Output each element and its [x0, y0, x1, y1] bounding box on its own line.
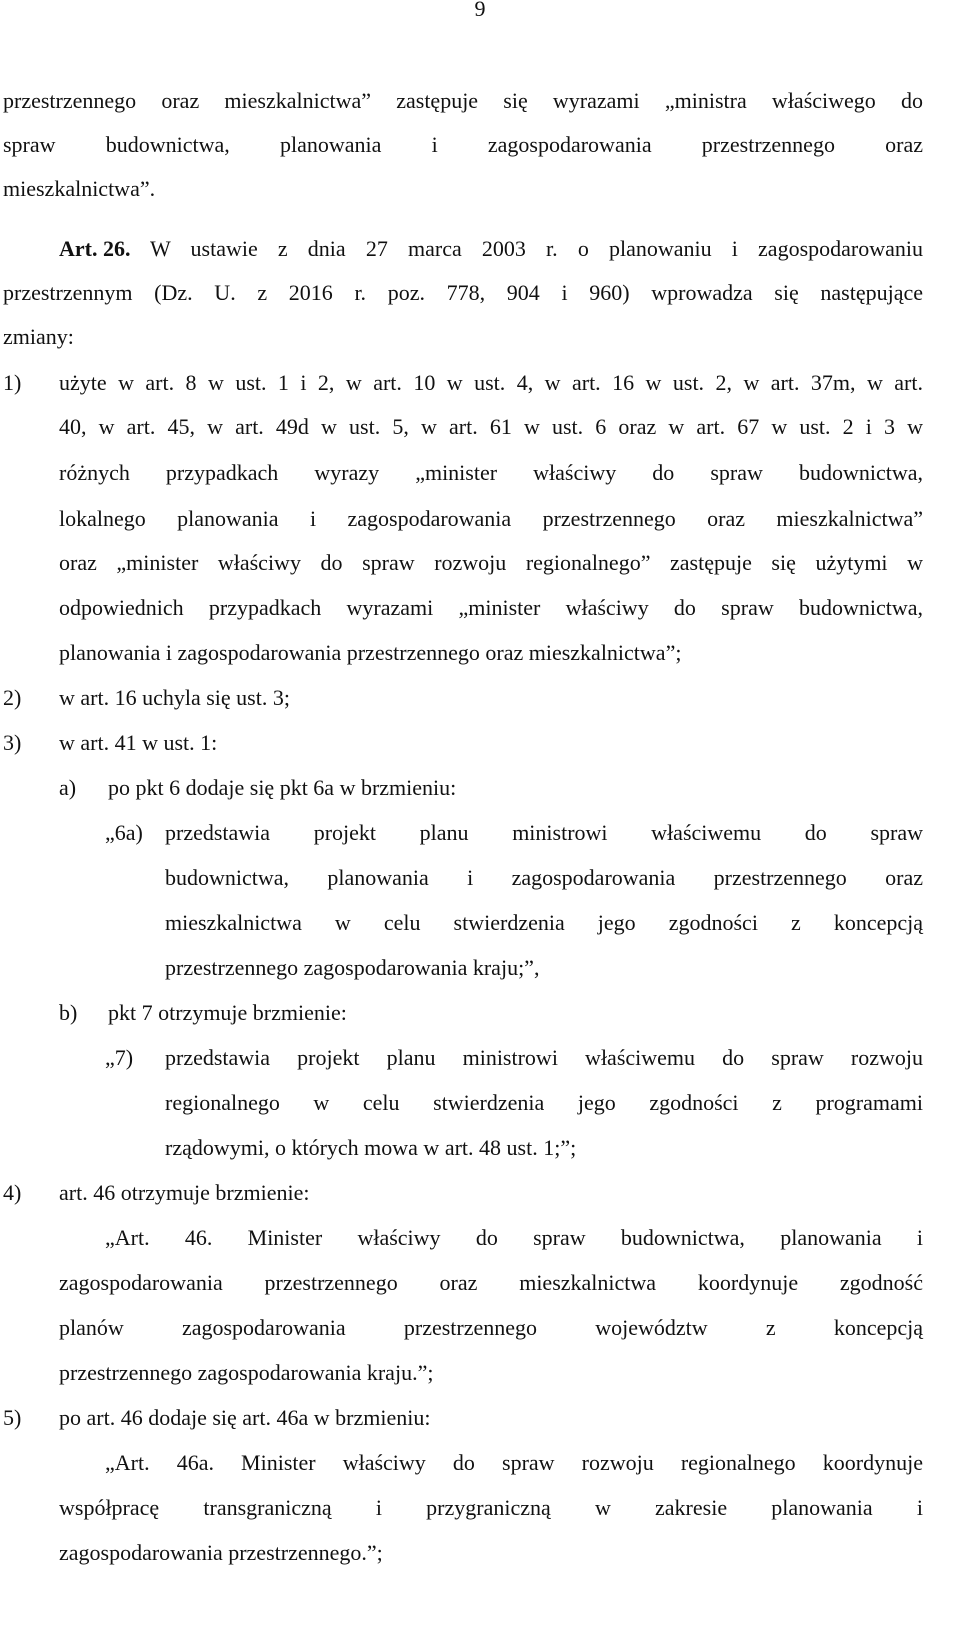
subitem-letter: a)	[59, 775, 77, 800]
text-line: W ustawie z dnia 27 marca 2003 r. o planowaniu i zagospodarowaniu	[150, 236, 923, 261]
text-line: mieszkalnictwa w celu stwierdzenia jego zgodności z koncepcją	[165, 910, 923, 935]
text-line: pkt 7 otrzymuje brzmienie:	[108, 1000, 347, 1025]
text-line: regionalnego w celu stwierdzenia jego zgodności z programami	[165, 1090, 923, 1115]
item-number: 1)	[3, 370, 22, 395]
text-line: lokalnego planowania i zagospodarowania przestrzennego oraz mieszkalnictwa”	[59, 506, 923, 531]
text-line: przestrzennym (Dz. U. z 2016 r. poz. 778, 904 i 960) wprowadza się następujące	[3, 280, 923, 305]
text-line: współpracę transgraniczną i przygraniczną w zakresie planowania i	[59, 1495, 923, 1520]
page-number: 9	[474, 0, 486, 21]
text-line: planowania i zagospodarowania przestrzennego oraz mieszkalnictwa”;	[59, 640, 682, 665]
text-line: przestrzennego zagospodarowania kraju;”,	[165, 955, 540, 980]
text-line: mieszkalnictwa”.	[3, 176, 156, 201]
text-line: spraw budownictwa, planowania i zagospodarowania przestrzennego oraz	[3, 132, 923, 157]
text-line: 40, w art. 45, w art. 49d w ust. 5, w art. 61 w ust. 6 oraz w art. 67 w ust. 2 i 3 w	[59, 414, 923, 439]
item-number: 4)	[3, 1180, 22, 1205]
text-line: zagospodarowania przestrzennego.”;	[59, 1540, 383, 1565]
article-number: Art. 26.	[59, 236, 131, 261]
text-line: zmiany:	[3, 324, 74, 349]
quote-label: „6a)	[105, 820, 143, 845]
text-line: przestrzennego oraz mieszkalnictwa” zastępuje się wyrazami „ministra właściwego do	[3, 88, 923, 113]
text-line: zagospodarowania przestrzennego oraz mieszkalnictwa koordynuje zgodność	[59, 1270, 923, 1295]
text-line: „Art. 46a. Minister właściwy do spraw rozwoju regionalnego koordynuje	[105, 1450, 923, 1475]
text-line: art. 46 otrzymuje brzmienie:	[59, 1180, 310, 1205]
text-line: po pkt 6 dodaje się pkt 6a w brzmieniu:	[108, 775, 457, 800]
text-line: przedstawia projekt planu ministrowi właściwemu do spraw rozwoju	[165, 1045, 923, 1070]
text-line: różnych przypadkach wyrazy „minister właściwy do spraw budownictwa,	[59, 460, 923, 485]
text-line: przestrzennego zagospodarowania kraju.”;	[59, 1360, 434, 1385]
item-number: 3)	[3, 730, 22, 755]
text-line: w art. 41 w ust. 1:	[59, 730, 218, 755]
text-line: budownictwa, planowania i zagospodarowania przestrzennego oraz	[165, 865, 923, 890]
text-line: użyte w art. 8 w ust. 1 i 2, w art. 10 w ust. 4, w art. 16 w ust. 2, w art. 37m, w art.	[59, 370, 923, 395]
text-line: odpowiednich przypadkach wyrazami „minister właściwy do spraw budownictwa,	[59, 595, 923, 620]
text-line: w art. 16 uchyla się ust. 3;	[59, 685, 290, 710]
text-line: oraz „minister właściwy do spraw rozwoju regionalnego” zastępuje się użytymi w	[59, 550, 923, 575]
subitem-letter: b)	[59, 1000, 78, 1025]
text-line: planów zagospodarowania przestrzennego województw z koncepcją	[59, 1315, 923, 1340]
text-line: po art. 46 dodaje się art. 46a w brzmieniu:	[59, 1405, 431, 1430]
text-line: rządowymi, o których mowa w art. 48 ust. 1;”;	[165, 1135, 577, 1160]
item-number: 5)	[3, 1405, 22, 1430]
quote-label: „7)	[105, 1045, 134, 1070]
article-label	[59, 236, 130, 262]
item-number: 2)	[3, 685, 22, 710]
text-line: przedstawia projekt planu ministrowi właściwemu do spraw	[165, 820, 923, 845]
text-line: „Art. 46. Minister właściwy do spraw budownictwa, planowania i	[105, 1225, 923, 1250]
